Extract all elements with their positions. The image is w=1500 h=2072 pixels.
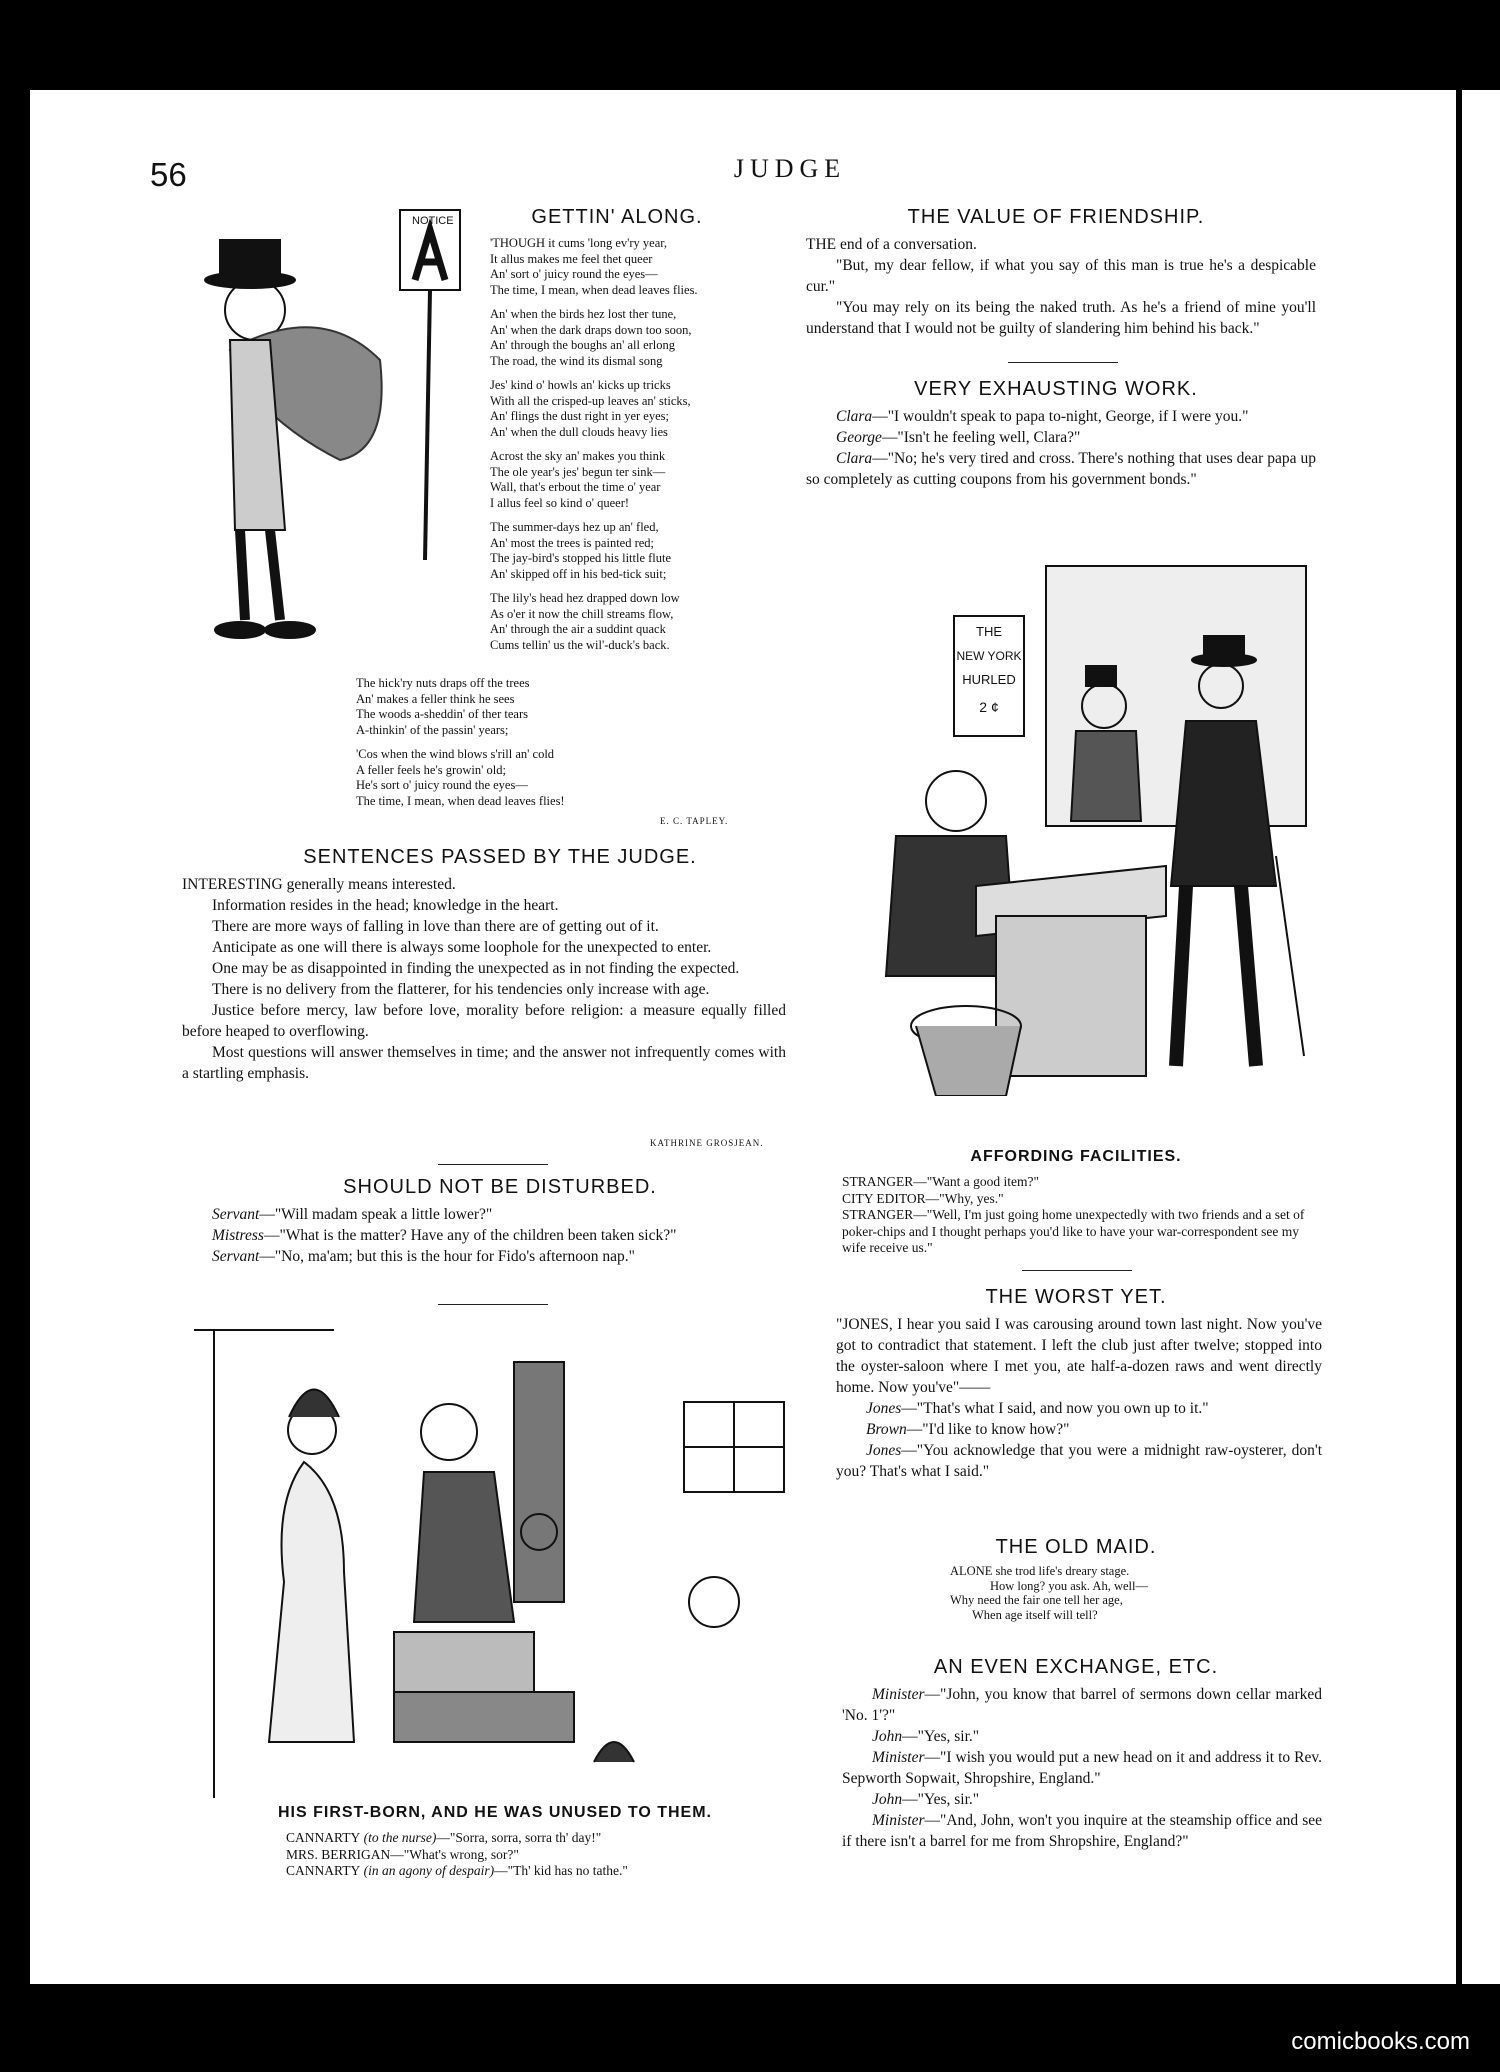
- newspaper-office-illustration: [836, 556, 1316, 1096]
- dialogue-line: Clara—"I wouldn't speak to papa to-night, George, if I were you.": [836, 408, 1249, 425]
- paragraph: There are more ways of falling in love than there are of getting out of it.: [212, 918, 659, 935]
- divider: [438, 1304, 548, 1305]
- dialogue-line: Minister—"And, John, won't you inquire at the steamship office and see if there isn't a barrel for me from Shropshire, England?": [842, 1812, 1322, 1850]
- poster-line: 2 ¢: [979, 699, 999, 715]
- dialogue-line: CITY EDITOR—"Why, yes.": [842, 1190, 1004, 1206]
- exchange-title: AN EVEN EXCHANGE, ETC.: [933, 1656, 1219, 1678]
- paragraph: "You may rely on its being the naked truth. As he's a friend of mine you'll understand that I would not be guilty of slandering him behind his back.": [806, 299, 1316, 337]
- poem-stanza: 'THOUGH it cums 'long ev'ry year, It allus makes me feel thet queer An' sort o' juicy round the eyes— The time, I mean, when dead leaves flies.: [490, 236, 698, 297]
- poem-line: How long? you ask. Ah, well—: [990, 1578, 1148, 1593]
- poem-line: ALONE she trod life's dreary stage.: [950, 1564, 1130, 1578]
- sentences-signature: KATHRINE GROSJEAN.: [650, 1138, 764, 1148]
- oldmaid-title: THE OLD MAID.: [995, 1536, 1157, 1558]
- dialogue-line: Servant—"Will madam speak a little lower?": [212, 1206, 493, 1223]
- page-number: 56: [150, 156, 187, 193]
- poem-stanza: Jes' kind o' howls an' kicks up tricks With all the crisped-up leaves an' sticks, An' flings the dust right in yer eyes; An' when the dull clouds heavy lies: [490, 378, 691, 439]
- disturbed-body: [182, 1204, 786, 1267]
- poem-stanza: An' when the birds hez lost ther tune, An' when the dark draps down too soon, An' through the boughs an' all erlong The road, the wind its dismal song: [490, 307, 692, 368]
- dialogue-line: Mistress—"What is the matter? Have any of the children been taken sick?": [212, 1227, 677, 1244]
- next-page-edge: [1462, 90, 1500, 1984]
- paragraph: One may be as disappointed in finding the unexpected as in not finding the expected.: [212, 960, 740, 977]
- paragraph: There is no delivery from the flatterer, for his tendencies only increase with age.: [212, 981, 710, 998]
- sentences-body: [182, 874, 786, 1084]
- poster-line: NEW YORK: [956, 649, 1022, 663]
- worst-body: [836, 1314, 1322, 1482]
- poem-line: When age itself will tell?: [972, 1607, 1098, 1622]
- disturbed-title: SHOULD NOT BE DISTURBED.: [343, 1176, 657, 1198]
- dialogue-line: CANNARTY (to the nurse)—"Sorra, sorra, sorra th' day!": [286, 1830, 602, 1845]
- dialogue-line: Servant—"No, ma'am; but this is the hour for Fido's afternoon nap.": [212, 1248, 635, 1265]
- paragraph: Information resides in the head; knowledge in the heart.: [212, 897, 559, 914]
- farmer-illustration: [200, 200, 500, 660]
- masthead: JUDGE: [733, 154, 847, 183]
- divider: [1022, 1270, 1132, 1271]
- exhausting-body: [806, 406, 1316, 490]
- first-born-caption: HIS FIRST-BORN, AND HE WAS UNUSED TO THEM.: [277, 1804, 712, 1821]
- poster-line: THE: [976, 624, 1002, 639]
- dialogue-line: STRANGER—"Want a good item?": [842, 1174, 1040, 1189]
- poem-stanza: The lily's head hez drapped down low As o'er it now the chill streams flow, An' through the air a suddint quack Cums tellin' us the wil'-duck's back.: [490, 591, 680, 652]
- dialogue-line: Minister—"John, you know that barrel of sermons down cellar marked 'No. 1'?": [842, 1686, 1322, 1724]
- divider: [1008, 362, 1118, 363]
- dialogue-line: Clara—"No; he's very tired and cross. There's nothing that uses dear papa up so completely as cutting coupons from his government bonds.": [806, 450, 1316, 488]
- dialogue-line: George—"Isn't he feeling well, Clara?": [836, 429, 1081, 446]
- sign-label: NOTICE: [412, 215, 454, 227]
- poem-signature: E. C. TAPLEY.: [660, 816, 729, 826]
- first-born-dialogue: [286, 1830, 786, 1880]
- first-born-illustration: [194, 1322, 796, 1798]
- paragraph: THE end of a conversation.: [806, 236, 977, 253]
- friendship-title: THE VALUE OF FRIENDSHIP.: [907, 206, 1205, 228]
- facilities-caption: AFFORDING FACILITIES.: [970, 1148, 1182, 1165]
- exchange-body: [842, 1684, 1322, 1852]
- dialogue-line: Jones—"You acknowledge that you were a midnight raw-oysterer, don't you? That's what I said.": [836, 1442, 1322, 1480]
- divider: [438, 1164, 548, 1165]
- poem-line: Why need the fair one tell her age,: [950, 1593, 1123, 1607]
- gettin-along-title: GETTIN' ALONG.: [531, 206, 703, 228]
- poem-stanza: The summer-days hez up an' fled, An' most the trees is painted red; The jay-bird's stopped his little flute An' skipped off in his bed-tick suit;: [490, 520, 672, 581]
- paragraph: "But, my dear fellow, if what you say of this man is true he's a despicable cur.": [806, 257, 1316, 295]
- sentences-title: SENTENCES PASSED BY THE JUDGE.: [303, 846, 697, 868]
- worst-title: THE WORST YET.: [985, 1286, 1167, 1308]
- paragraph: "JONES, I hear you said I was carousing around town last night. Now you've got to contradict that statement. I left the club just after twelve; stopped into the oyster-saloon where I met you, ate half-a-dozen raws and went directly home. Now you've"——: [836, 1316, 1322, 1396]
- dialogue-line: John—"Yes, sir.": [872, 1791, 980, 1808]
- paragraph: Anticipate as one will there is always some loophole for the unexpected to enter.: [212, 939, 712, 956]
- facilities-dialogue: [842, 1174, 1320, 1257]
- dialogue-line: John—"Yes, sir.": [872, 1728, 980, 1745]
- paragraph: INTERESTING generally means interested.: [182, 876, 456, 893]
- dialogue-line: CANNARTY (in an agony of despair)—"Th' kid has no tathe.": [286, 1863, 628, 1878]
- paragraph: Most questions will answer themselves in time; and the answer not infrequently comes with a startling emphasis.: [182, 1044, 786, 1082]
- poster-line: HURLED: [962, 672, 1016, 687]
- dialogue-line: STRANGER—"Well, I'm just going home unexpectedly with two friends and a set of poker-chips and I thought perhaps you'd like to have your war-correspondent see my wife receive us.": [842, 1207, 1305, 1255]
- gettin-along-poem: [490, 236, 760, 662]
- gettin-along-poem-lower: [356, 676, 656, 818]
- poem-stanza: Acrost the sky an' makes you think The ole year's jes' begun ter sink— Wall, that's erbout the time o' year I allus feel so kind o' queer!: [490, 449, 666, 510]
- friendship-body: [806, 234, 1316, 339]
- poem-stanza: 'Cos when the wind blows s'rill an' cold A feller feels he's growin' old; He's sort o' juicy round the eyes— The time, I mean, when dead leaves flies!: [356, 747, 565, 808]
- oldmaid-poem: [950, 1564, 1250, 1622]
- exhausting-title: VERY EXHAUSTING WORK.: [914, 378, 1198, 400]
- dialogue-line: Brown—"I'd like to know how?": [866, 1421, 1070, 1438]
- watermark: comicbooks.com: [1291, 2028, 1470, 2055]
- poem-stanza: The hick'ry nuts draps off the trees An' makes a feller think he sees The woods a-sheddin' of ther tears A-thinkin' of the passin' years;: [356, 676, 530, 737]
- paragraph: Justice before mercy, law before love, morality before religion: a measure equally filled before heaped to overflowing.: [182, 1002, 786, 1040]
- dialogue-line: MRS. BERRIGAN—"What's wrong, sor?": [286, 1846, 519, 1862]
- dialogue-line: Minister—"I wish you would put a new head on it and address it to Rev. Sepworth Sopwait, Shropshire, England.": [842, 1749, 1322, 1787]
- dialogue-line: Jones—"That's what I said, and now you own up to it.": [866, 1400, 1209, 1417]
